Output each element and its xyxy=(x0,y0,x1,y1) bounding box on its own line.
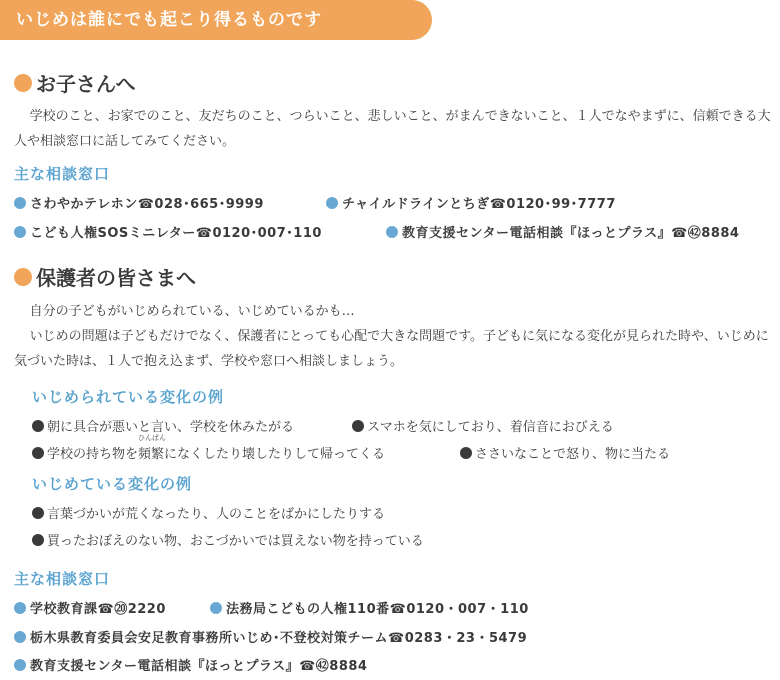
bullying-item xyxy=(32,530,424,549)
parents-heading xyxy=(14,262,196,291)
contact-text: 法務局こどもの人権110番☎0120・007・110 xyxy=(226,602,529,617)
contact-text: さわやかテレホン☎028･665･9999 xyxy=(30,197,264,212)
bullet-icon xyxy=(460,447,472,459)
contact-sawayaka xyxy=(14,193,264,212)
bullied-item xyxy=(32,434,386,462)
parents-body-2: いじめの問題は子どもだけでなく、保護者にとっても心配で大きな問題です。子どもに気になる変化が見られた時や、いじめに気づいた時は、１人で抱え込まず、学校や窓口へ相談しましょう。 xyxy=(14,329,769,369)
contact-legal-affairs xyxy=(210,598,529,617)
contact-text: 栃木県教育委員会安足教育事務所いじめ･不登校対策チーム☎0283・23・5479 xyxy=(30,631,528,646)
contact-text: 学校教育課☎⑳2220 xyxy=(30,602,166,617)
blue-dot-icon xyxy=(14,659,26,671)
bullied-item-text: ささいなことで怒り、物に当たる xyxy=(475,447,671,462)
contact-childline xyxy=(326,193,616,212)
blue-dot-icon xyxy=(326,197,338,209)
bullying-item-text: 言葉づかいが荒くなったり、人のことをばかにしたりする xyxy=(47,507,386,522)
blue-dot-icon xyxy=(210,602,222,614)
bullied-item-text: になくしたり壊したりして帰ってくる xyxy=(164,447,386,462)
bullet-icon xyxy=(32,534,44,546)
contact-text: チャイルドラインとちぎ☎0120･99･7777 xyxy=(342,197,616,212)
blue-dot-icon xyxy=(386,226,398,238)
contact-school-education xyxy=(14,598,166,617)
bullet-icon xyxy=(32,420,44,432)
banner-title: いじめは誰にでも起こり得るものです xyxy=(0,0,432,40)
contact-hotplus xyxy=(14,655,367,674)
blue-dot-icon xyxy=(14,602,26,614)
bullying-title: いじめている変化の例 xyxy=(32,475,193,493)
contact-hotplus xyxy=(386,222,739,241)
bullied-item xyxy=(352,416,614,435)
children-contacts-title: 主な相談窓口 xyxy=(14,165,111,183)
contact-sos-minileter xyxy=(14,222,322,241)
blue-dot-icon xyxy=(14,197,26,209)
bullied-item xyxy=(460,443,670,462)
bullet-icon xyxy=(352,420,364,432)
orange-dot-icon xyxy=(14,268,32,286)
bullied-item-text: スマホを気にしており、着信音におびえる xyxy=(367,420,614,435)
bullied-item xyxy=(32,416,294,435)
contact-text: 教育支援センター電話相談『ほっとプラス』☎㊷8884 xyxy=(402,226,740,241)
contact-tochigi-board xyxy=(14,627,527,646)
blue-dot-icon xyxy=(14,226,26,238)
bullying-item-text: 買ったおぼえのない物、おこづかいでは買えない物を持っている xyxy=(47,534,424,549)
bullied-item-text: 学校の持ち物を xyxy=(47,447,139,462)
bullied-title: いじめられている変化の例 xyxy=(32,388,225,406)
parents-body-1: 自分の子どもがいじめられている、いじめているかも… xyxy=(29,304,355,319)
bullying-item xyxy=(32,503,385,522)
bullied-item-text: 朝に具合が悪いと言い、学校を休みたがる xyxy=(47,420,295,435)
blue-dot-icon xyxy=(14,631,26,643)
contact-text: こども人権SOSミニレター☎0120･007･110 xyxy=(30,226,322,241)
children-body: 学校のこと、お家でのこと、友だちのこと、つらいこと、悲しいこと、がまんできないこと、１人でなやまずに、信頼できる大人や相談窓口に話してみてください。 xyxy=(14,109,771,149)
ruby-base: 頻繁 xyxy=(138,447,165,462)
parents-heading-text: 保護者の皆さまへ xyxy=(36,266,196,290)
contact-text: 教育支援センター電話相談『ほっとプラス』☎㊷8884 xyxy=(30,659,368,674)
children-heading-text: お子さんへ xyxy=(36,72,136,96)
bullet-icon xyxy=(32,507,44,519)
bullet-icon xyxy=(32,447,44,459)
ruby-reading: ひんぱん xyxy=(138,434,167,442)
children-heading xyxy=(14,68,136,97)
parents-contacts-title: 主な相談窓口 xyxy=(14,570,111,588)
ruby-word xyxy=(138,434,167,462)
orange-dot-icon xyxy=(14,74,32,92)
